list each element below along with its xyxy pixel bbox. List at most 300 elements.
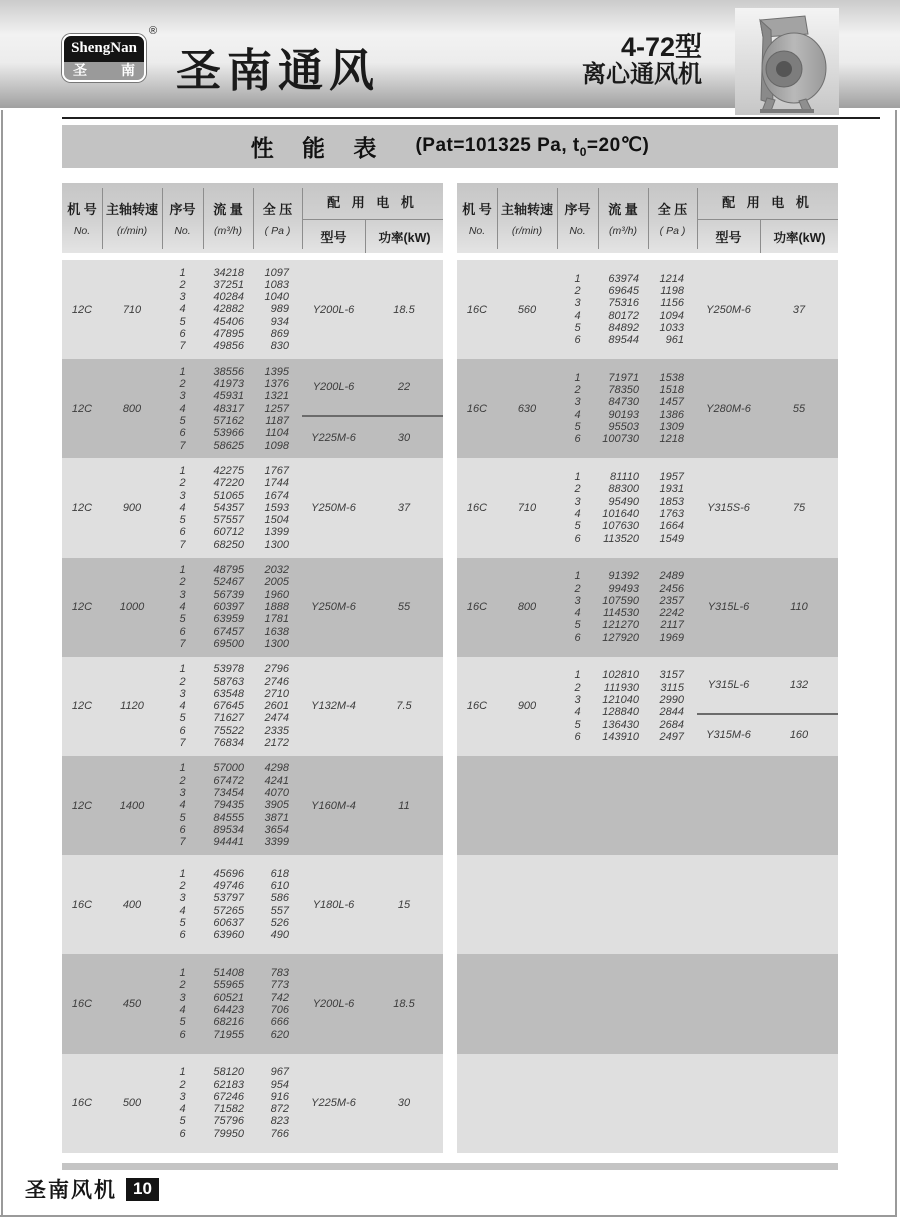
flow-value: 45696 [213,867,244,880]
motor-model: Y250M-6 [311,601,356,614]
col-header-shaft-speed: 主轴转速 (r/min) [102,183,162,253]
flow-value: 60521 [213,991,244,1004]
motor-area [697,657,838,756]
motor-spec [302,359,443,415]
col-header-fan-model: 机 号 No. [457,183,497,253]
flow-column [203,756,253,855]
flow-column [203,657,253,756]
seq-value: 6 [179,1028,186,1041]
col-header-flow: 流 量 (m³/h) [598,183,648,253]
shaft-speed: 1000 [119,601,145,614]
motor-spec [697,260,838,359]
product-model-type: 4-72型 [620,32,702,62]
motor-area [302,855,443,954]
flow-value: 75522 [213,724,244,737]
pressure-value: 586 [270,892,289,905]
motor-spec [302,855,443,954]
motor-power: 160 [789,729,809,742]
flow-value: 80172 [608,309,639,322]
page-border-right [895,110,897,1216]
motor-power: 18.5 [393,997,415,1010]
flow-value: 79435 [213,799,244,812]
flow-value: 94441 [213,836,244,849]
pressure-value: 1094 [659,309,684,322]
pressure-value: 2796 [264,663,289,676]
motor-area [302,558,443,657]
flow-value: 51408 [213,967,244,980]
seq-value: 4 [179,601,186,613]
flow-value: 71955 [213,1028,244,1041]
motor-spec [302,954,443,1053]
flow-value: 34218 [213,266,244,279]
seq-value: 3 [179,291,186,304]
seq-value: 6 [179,1127,186,1140]
fan-model: 12C [71,501,93,514]
table-header [457,183,838,253]
pressure-value: 1399 [264,526,289,539]
fan-model: 12C [71,799,93,812]
motor-power: 15 [397,898,411,911]
pressure-value: 3654 [264,823,289,836]
pressure-column [253,260,302,359]
motor-power: 30 [397,1097,411,1110]
flow-value: 45931 [213,390,244,403]
pressure-value: 610 [270,880,289,893]
pressure-value: 2844 [659,706,684,719]
pressure-value: 1156 [660,297,684,310]
seq-column [162,1054,203,1153]
pressure-value: 3399 [264,836,289,849]
motor-spec [302,458,443,557]
pressure-column [253,954,302,1053]
table-row-band [62,359,443,458]
pressure-value: 961 [665,334,684,347]
pressure-value: 2117 [660,619,684,632]
pressure-column [253,359,302,458]
table-row-band [62,855,443,954]
seq-value: 2 [574,681,581,694]
shaft-speed: 630 [517,402,537,415]
pressure-value: 2710 [264,687,289,700]
motor-area [697,359,838,458]
fan-model: 12C [71,700,93,713]
seq-column [557,657,598,756]
seq-value: 6 [179,328,186,341]
seq-value: 4 [179,1103,186,1116]
flow-value: 52467 [213,576,244,589]
seq-column [162,260,203,359]
seq-value: 3 [179,1090,186,1103]
seq-value: 4 [179,700,186,713]
shaft-speed: 900 [122,501,142,514]
pressure-value: 830 [270,340,289,353]
flow-value: 53978 [213,663,244,676]
motor-model: Y225M-6 [311,431,356,444]
flow-value: 79950 [213,1127,244,1140]
pressure-value: 1309 [659,421,684,434]
seq-value: 4 [574,309,581,322]
pressure-value: 1518 [659,384,684,397]
pressure-value: 1104 [265,427,289,440]
seq-value: 2 [574,285,581,297]
seq-value: 4 [574,408,581,421]
motor-spec [302,260,443,359]
test-conditions: (Pat=101325 Pa, $t_0=20℃$) [415,135,650,159]
pressure-value: 2601 [264,700,289,713]
pressure-value: 2242 [659,607,684,620]
flow-value: 57557 [213,514,244,527]
pressure-value: 1960 [264,588,289,601]
flow-value: 67472 [213,774,244,787]
flow-value: 84555 [213,811,244,824]
seq-value: 1 [179,564,186,577]
table-row-band [62,657,443,756]
pressure-value: 1853 [659,495,684,508]
seq-value: 6 [179,526,186,539]
motor-spec [302,657,443,756]
seq-value: 6 [179,823,186,836]
seq-value: 4 [574,706,581,719]
flow-value: 90193 [608,408,639,421]
seq-column [162,558,203,657]
flow-value: 48317 [213,402,244,415]
fan-model: 16C [466,402,488,415]
flow-value: 64423 [213,1003,244,1016]
pressure-value: 4070 [264,787,289,800]
seq-value: 1 [574,570,581,583]
pressure-value: 1214 [659,272,684,285]
flow-value: 84730 [608,396,639,409]
centrifugal-fan-illustration [735,8,839,115]
col-header-seq: 序号 No. [162,183,203,253]
motor-area [697,260,838,359]
flow-column [203,359,253,458]
flow-value: 73454 [213,787,244,800]
perf-table-right [457,183,838,1153]
pressure-value: 2474 [264,712,289,725]
seq-value: 6 [574,433,581,446]
pressure-value: 1763 [659,507,684,520]
motor-spec [302,756,443,855]
shaft-speed: 710 [122,303,142,316]
motor-spec [302,415,443,458]
pressure-value: 666 [270,1016,289,1029]
fan-model: 16C [466,601,488,614]
footer-brand: 圣南风机 [25,1179,117,1202]
flow-value: 51065 [213,489,244,502]
table-row-band [457,458,838,557]
flow-value: 57162 [213,414,244,427]
pressure-column [648,558,697,657]
seq-value: 3 [574,594,581,607]
flow-value: 107630 [602,520,639,533]
empty-row-band [457,855,838,954]
page-header-band [0,0,900,111]
pressure-column [253,855,302,954]
flow-value: 47895 [213,328,244,341]
motor-spec [697,558,838,657]
col-header-shaft-speed: 主轴转速 (r/min) [497,183,557,253]
flow-column [203,1054,253,1153]
pressure-value: 1674 [264,489,289,502]
pressure-value: 2005 [264,576,289,589]
motor-area [302,260,443,359]
flow-value: 111930 [603,681,639,694]
motor-spec [697,713,838,756]
seq-value: 4 [179,1003,186,1016]
pressure-value: 1767 [264,464,289,477]
seq-value: 4 [179,501,186,514]
shaft-speed: 900 [517,700,537,713]
table-row-band [62,558,443,657]
flow-value: 63960 [213,929,244,942]
motor-power: 55 [792,402,806,415]
seq-value: 1 [179,1066,186,1079]
seq-value: 6 [574,334,581,347]
shaft-speed: 450 [122,997,142,1010]
table-body [457,260,838,1153]
flow-value: 127920 [602,631,639,644]
table-row-band [457,359,838,458]
pressure-column [648,458,697,557]
motor-spec [697,359,838,458]
pressure-value: 490 [270,929,289,942]
motor-area [697,558,838,657]
col-header-flow: 流 量 (m³/h) [203,183,253,253]
pressure-column [253,458,302,557]
seq-value: 6 [574,631,581,644]
table-row-band [457,657,838,756]
seq-value: 1 [179,365,186,378]
col-header-pressure: 全 压 ( Pa ) [648,183,697,253]
seq-value: 3 [179,687,186,700]
motor-area [302,657,443,756]
seq-column [162,359,203,458]
flow-value: 67457 [213,625,244,638]
pressure-column [253,558,302,657]
seq-value: 6 [574,730,581,743]
flow-column [203,558,253,657]
flow-column [598,657,648,756]
flow-value: 89544 [608,334,639,347]
seq-value: 2 [179,477,186,490]
seq-value: 2 [179,1078,186,1091]
flow-value: 58763 [213,675,244,688]
flow-column [598,359,648,458]
seq-value: 3 [179,588,186,601]
page-footer [25,1174,159,1204]
pressure-value: 3871 [264,811,289,824]
empty-row-band [457,1054,838,1153]
pressure-column [253,756,302,855]
seq-value: 1 [179,464,186,477]
pressure-value: 1097 [264,266,289,279]
pressure-column [253,1054,302,1153]
flow-value: 48795 [213,564,244,577]
seq-value: 2 [179,675,186,688]
pressure-value: 1664 [659,520,684,533]
fan-model: 12C [71,601,93,614]
pressure-value: 967 [270,1066,289,1079]
flow-column [598,260,648,359]
flow-value: 114530 [603,607,639,620]
motor-power: 30 [397,431,411,444]
fan-photo [735,8,839,115]
seq-value: 4 [574,607,581,620]
motor-model: Y225M-6 [311,1097,356,1110]
fan-model: 12C [71,303,93,316]
seq-value: 5 [574,421,581,434]
flow-column [203,260,253,359]
motor-area [302,359,443,458]
table-row-band [62,458,443,557]
pressure-value: 766 [270,1127,289,1140]
col-header-motor-group: 配 用 电 机 型号 功率(kW) [697,183,838,253]
seq-column [162,954,203,1053]
pressure-value: 1300 [264,538,289,551]
motor-power: 7.5 [396,700,412,713]
seq-value: 5 [179,712,186,725]
flow-value: 42275 [213,464,244,477]
seq-value: 6 [179,625,186,638]
flow-value: 57265 [213,904,244,917]
flow-value: 95503 [608,421,639,434]
seq-value: 5 [179,1115,186,1128]
seq-value: 2 [179,576,186,589]
seq-value: 2 [179,278,186,291]
col-header-motor-group: 配 用 电 机 型号 功率(kW) [302,183,443,253]
flow-value: 75796 [213,1115,244,1128]
flow-column [598,458,648,557]
flow-value: 89534 [213,823,244,836]
seq-column [162,657,203,756]
pressure-value: 1040 [264,291,289,304]
shaft-speed: 800 [517,601,537,614]
motor-power: 75 [792,501,806,514]
motor-model: Y280M-6 [706,402,751,415]
seq-value: 7 [179,538,186,551]
motor-model: Y200L-6 [312,997,355,1010]
seq-value: 3 [179,787,186,800]
flow-column [203,458,253,557]
flow-value: 99493 [608,582,639,595]
pressure-value: 2357 [659,594,684,607]
pressure-value: 869 [270,328,289,341]
seq-value: 4 [179,904,186,917]
seq-column [557,458,598,557]
page-border-left [1,110,3,1216]
flow-value: 67645 [213,700,244,713]
seq-value: 4 [179,303,186,316]
motor-power: 37 [397,501,411,514]
seq-value: 4 [179,799,186,812]
seq-value: 5 [179,917,186,930]
seq-column [162,756,203,855]
flow-value: 60712 [213,526,244,539]
pressure-value: 934 [270,315,289,328]
col-header-pressure: 全 压 ( Pa ) [253,183,302,253]
flow-value: 95490 [608,495,639,508]
seq-value: 6 [179,724,186,737]
flow-value: 53966 [213,427,244,440]
table-row-band [62,260,443,359]
fan-model: 16C [466,303,488,316]
pressure-column [648,359,697,458]
page-number: 10 [126,1178,159,1201]
flow-value: 45406 [213,315,244,328]
pressure-value: 916 [270,1090,289,1103]
seq-column [557,359,598,458]
pressure-value: 872 [270,1103,289,1116]
seq-value: 5 [574,321,581,334]
seq-value: 7 [179,836,186,849]
seq-value: 6 [574,532,581,545]
pressure-column [253,657,302,756]
seq-value: 3 [179,991,186,1004]
pressure-value: 989 [270,303,289,316]
pressure-value: 2684 [659,718,684,731]
motor-power: 132 [789,678,809,691]
seq-value: 3 [574,396,581,409]
seq-value: 5 [179,315,186,328]
motor-area [302,756,443,855]
table-header [62,183,443,253]
seq-value: 2 [574,483,581,496]
motor-area [302,954,443,1053]
pressure-value: 1300 [264,637,289,650]
pressure-value: 1781 [264,613,289,626]
seq-value: 1 [574,471,581,484]
motor-power: 37 [792,303,806,316]
flow-value: 63959 [213,613,244,626]
motor-power: 11 [398,799,410,812]
seq-value: 3 [574,495,581,508]
logo-wordmark: ShengNan [64,36,144,62]
flow-value: 63974 [608,272,639,285]
pressure-value: 2032 [264,564,289,577]
fan-model: 12C [71,402,93,415]
flow-value: 69500 [213,637,244,650]
flow-value: 69645 [608,285,639,297]
flow-value: 71627 [213,712,244,725]
pressure-value: 1395 [264,365,289,378]
seq-value: 4 [574,507,581,520]
motor-area [302,1054,443,1153]
table-body [62,260,443,1153]
header-divider-line [62,117,880,119]
fan-model: 16C [466,501,488,514]
performance-title-bar [62,125,838,168]
pressure-value: 1376 [264,378,289,391]
perf-table-left [62,183,443,1153]
motor-model: Y180L-6 [312,898,355,911]
seq-value: 3 [574,694,581,707]
flow-value: 84892 [608,321,639,334]
flow-value: 136430 [602,718,639,731]
fan-model: 16C [71,997,93,1010]
flow-value: 68250 [213,538,244,551]
col-header-motor-model: 型号 [715,230,742,245]
shaft-speed: 500 [122,1097,142,1110]
flow-column [203,954,253,1053]
motor-model: Y200L-6 [312,381,355,394]
flow-value: 68216 [213,1016,244,1029]
seq-value: 1 [179,967,186,980]
pressure-value: 1888 [264,601,289,613]
motor-spec [302,1054,443,1153]
flow-value: 56739 [213,588,244,601]
shaft-speed: 560 [517,303,537,316]
